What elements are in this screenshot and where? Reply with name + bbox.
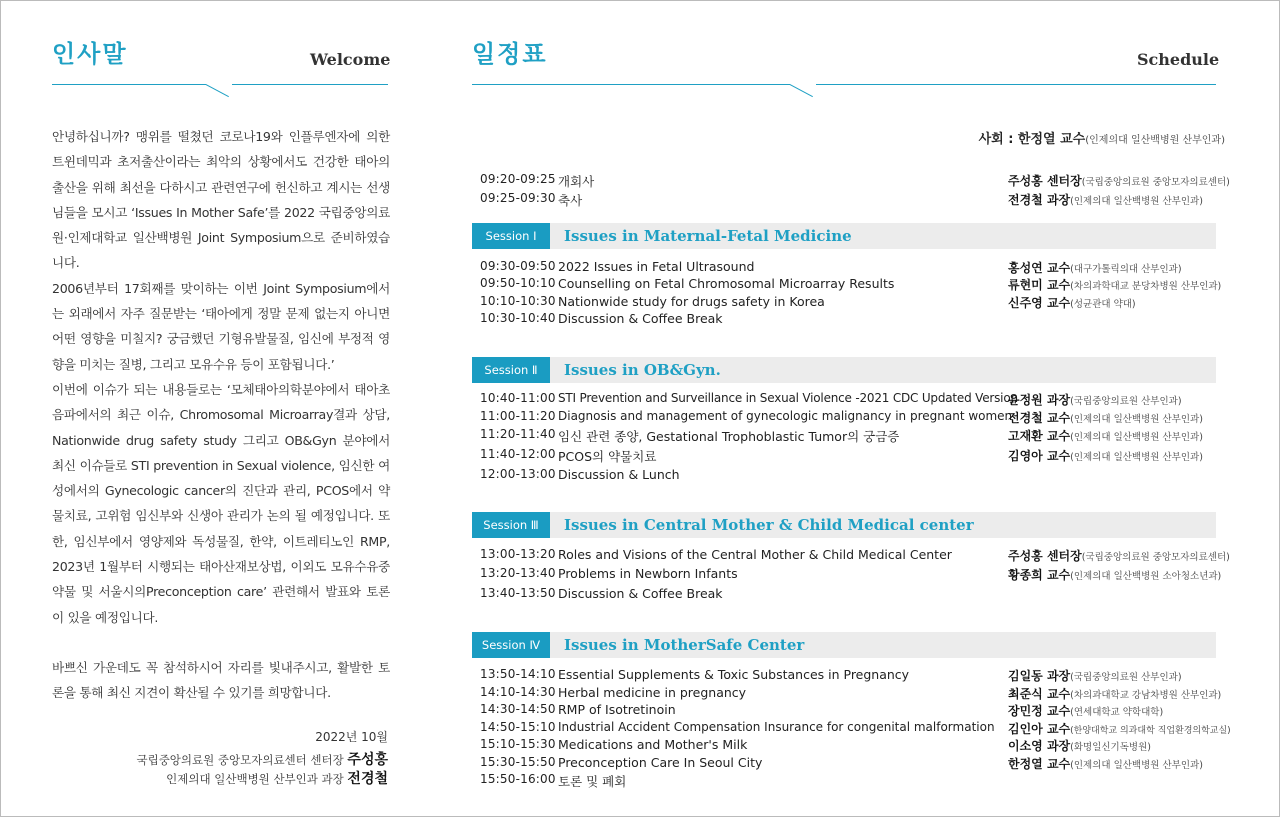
schedule-row [480, 702, 1216, 719]
row-title: 축사 [558, 193, 583, 208]
session-title: Issues in MotherSafe Center [564, 636, 805, 654]
signature-org: 국립중앙의료원 중앙모자의료센터 센터장 [136, 753, 344, 767]
schedule-row [480, 276, 1222, 293]
schedule-row [480, 737, 1216, 754]
speaker-affil: (인제의대 일산백병원 산부인과) [1070, 452, 1203, 463]
row-title: Problems in Newborn Infants [558, 566, 738, 581]
signature-name: 전경철 [347, 771, 388, 787]
row-time: 14:50-15:10 [480, 720, 556, 734]
row-title: 개회사 [558, 174, 595, 189]
schedule-row [480, 259, 1216, 276]
session-header [472, 357, 1216, 383]
moderator-affil: (인제의대 일산백병원 산부인과) [1085, 135, 1225, 146]
speaker-affil: (연세대학교 약학대학) [1070, 707, 1164, 718]
schedule-row [480, 667, 1216, 684]
schedule-row [480, 427, 1216, 444]
row-time: 10:40-11:00 [480, 391, 556, 405]
row-speaker [1008, 427, 1203, 444]
speaker-affil: (국립중앙의료원 산부인과) [1070, 672, 1182, 683]
speaker-name: 류현미 교수 [1008, 278, 1071, 292]
schedule-row [480, 447, 1216, 464]
row-speaker [1008, 409, 1203, 426]
row-time: 15:10-15:30 [480, 737, 556, 751]
row-title: Roles and Visions of the Central Mother & Child Medical Center [558, 547, 952, 562]
schedule-heading-kr: 일정표 [472, 40, 548, 68]
row-title: RMP of Isotretinoin [558, 702, 676, 717]
schedule-row [480, 586, 1216, 603]
speaker-affil: (대구가톨릭의대 산부인과) [1070, 264, 1182, 275]
session-header [472, 632, 1216, 658]
signature-org: 인제의대 일산백병원 산부인과 과장 [166, 772, 344, 786]
session-title: Issues in Maternal-Fetal Medicine [564, 227, 852, 245]
row-title: Counselling on Fetal Chromosomal Microarray Results [558, 276, 895, 291]
row-title: Discussion & Coffee Break [558, 311, 723, 326]
row-speaker [1008, 294, 1136, 311]
speaker-name: 전경철 교수 [1008, 411, 1071, 425]
schedule-row [480, 311, 1216, 328]
speaker-name: 김영아 교수 [1008, 449, 1071, 463]
session-title: Issues in OB&Gyn. [564, 361, 721, 379]
row-title: Essential Supplements & Toxic Substances in Pregnancy [558, 667, 910, 682]
schedule-rule-right [816, 84, 1216, 85]
row-time: 10:10-10:30 [480, 294, 556, 308]
schedule-row [480, 409, 1216, 426]
row-time: 12:00-13:00 [480, 467, 556, 481]
row-speaker [1008, 191, 1203, 208]
speaker-name: 황종희 교수 [1008, 568, 1071, 582]
row-time: 13:20-13:40 [480, 566, 556, 580]
row-time: 13:40-13:50 [480, 586, 556, 600]
welcome-paragraph: 2006년부터 17회째를 맞이하는 이번 Joint Symposium에서는 외래에서 자주 질문받는 ‘태아에게 정말 문제 없는지 아니면 어떤 영향을 미칠지? 궁금했던 기형유발물질, 임신에 부정적 영향을 미치는 질병, 그리고 모유수유 등이 포함됩니다.’ [52, 280, 390, 372]
speaker-name: 신주영 교수 [1008, 296, 1071, 310]
speaker-affil: (인제의대 일산백병원 산부인과) [1070, 432, 1203, 443]
row-speaker [1008, 755, 1203, 772]
row-speaker [1008, 547, 1230, 564]
speaker-affil: (차의과대학교 강남차병원 산부인과) [1070, 690, 1222, 701]
row-speaker [1008, 685, 1221, 702]
session-tag: Session Ⅰ [472, 223, 550, 249]
signature-line [166, 768, 388, 788]
speaker-name: 이소영 과장 [1008, 739, 1071, 753]
moderator-label: 사회 : 한정열 교수 [978, 132, 1086, 147]
row-title: Discussion & Coffee Break [558, 586, 723, 601]
row-title: Diagnosis and management of gynecologic malignancy in pregnant women [558, 409, 1013, 423]
row-title: Preconception Care In Seoul City [558, 755, 763, 770]
signature-line [136, 749, 388, 769]
session-header [472, 223, 1216, 249]
letter-date: 2022년 10월 [315, 730, 388, 744]
row-time: 09:30-09:50 [480, 259, 556, 273]
schedule-row [480, 547, 1230, 564]
schedule-row [480, 391, 1216, 408]
row-time: 11:40-12:00 [480, 447, 556, 461]
schedule-row [480, 772, 1216, 789]
row-time: 14:30-14:50 [480, 702, 556, 716]
speaker-affil: (한양대학교 의과대학 직업환경의학교실) [1070, 726, 1231, 736]
speaker-name: 최준식 교수 [1008, 687, 1071, 701]
row-speaker [1008, 391, 1182, 408]
schedule-row [480, 685, 1222, 702]
row-title: Nationwide study for drugs safety in Korea [558, 294, 825, 309]
row-time: 09:50-10:10 [480, 276, 556, 290]
speaker-affil: (인제의대 일산백병원 산부인과) [1070, 414, 1203, 425]
welcome-message [52, 124, 390, 706]
schedule-row [480, 755, 1216, 772]
row-time: 13:00-13:20 [480, 547, 556, 561]
session-tag: Session Ⅲ [472, 512, 550, 538]
row-time: 09:20-09:25 [480, 172, 556, 186]
speaker-name: 한정열 교수 [1008, 757, 1071, 771]
session-tag: Session Ⅳ [472, 632, 550, 658]
row-time: 09:25-09:30 [480, 191, 556, 205]
welcome-heading-en: Welcome [310, 50, 391, 69]
session-header [472, 512, 1216, 538]
welcome-paragraph: 바쁘신 가운데도 꼭 참석하시어 자리를 빛내주시고, 활발한 토론을 통해 최신 지견이 확산될 수 있기를 희망합니다. [52, 659, 390, 701]
speaker-name: 윤정원 과장 [1008, 393, 1071, 407]
row-speaker [1008, 276, 1221, 293]
speaker-name: 김일동 과장 [1008, 669, 1071, 683]
row-time: 13:50-14:10 [480, 667, 556, 681]
schedule-row [480, 172, 1230, 189]
schedule-row [480, 720, 1231, 737]
row-speaker [1008, 172, 1230, 189]
welcome-paragraph: 안녕하십니까? 맹위를 떨쳤던 코로나19와 인플루엔자에 의한 트윈데믹과 초저출산이라는 최악의 상황에서도 건강한 태아의 출산을 위해 최선을 다하시고 관련연구에 헌신하고 계시는 선생님들을 모시고 ‘Issues In Mother Safe’를 2022 국립중앙의료원·인제대학교 일산백병원 Joint Symposium으로 준비하였습니다. [52, 129, 390, 271]
session-tag: Session Ⅱ [472, 357, 550, 383]
speaker-name: 김인아 교수 [1008, 722, 1071, 736]
row-time: 11:00-11:20 [480, 409, 556, 423]
row-title: Industrial Accident Compensation Insurance for congenital malformation [558, 720, 995, 734]
speaker-affil: (국립중앙의료원 중앙모자의료센터) [1081, 552, 1230, 563]
row-title: Discussion & Lunch [558, 467, 680, 482]
schedule-rule-left [472, 84, 790, 85]
speaker-name: 전경철 과장 [1008, 193, 1071, 207]
speaker-affil: (인제의대 일산백병원 소아청소년과) [1070, 571, 1222, 582]
welcome-heading-kr: 인사말 [52, 40, 128, 68]
schedule-heading-en: Schedule [1137, 50, 1220, 69]
schedule-row [480, 467, 1216, 484]
row-speaker [1008, 720, 1231, 737]
speaker-name: 장민정 교수 [1008, 704, 1071, 718]
welcome-rule-right [232, 84, 388, 85]
speaker-affil: (국립중앙의료원 중앙모자의료센터) [1081, 177, 1230, 188]
row-title: 임신 관련 종양, Gestational Trophoblastic Tumor의 궁금증 [558, 429, 900, 444]
row-time: 10:30-10:40 [480, 311, 556, 325]
row-title: 2022 Issues in Fetal Ultrasound [558, 259, 755, 274]
row-time: 11:20-11:40 [480, 427, 556, 441]
speaker-affil: (인제의대 일산백병원 산부인과) [1070, 760, 1203, 771]
speaker-affil: (화명일신기독병원) [1070, 742, 1151, 753]
row-time: 15:30-15:50 [480, 755, 556, 769]
speaker-affil: (인제의대 일산백병원 산부인과) [1070, 196, 1203, 207]
session-title: Issues in Central Mother & Child Medical center [564, 516, 974, 534]
row-title: 토론 및 폐회 [558, 774, 627, 789]
signature-name: 주성홍 [347, 752, 388, 768]
row-title: Medications and Mother's Milk [558, 737, 748, 752]
row-time: 14:10-14:30 [480, 685, 556, 699]
schedule-row [480, 294, 1216, 311]
row-speaker [1008, 566, 1221, 583]
row-title: STI Prevention and Surveillance in Sexual Violence -2021 CDC Updated Version [558, 391, 1018, 405]
speaker-name: 주성홍 센터장 [1008, 549, 1082, 563]
row-title: Herbal medicine in pregnancy [558, 685, 747, 700]
row-speaker [1008, 737, 1151, 754]
speaker-name: 고재환 교수 [1008, 429, 1071, 443]
speaker-affil: (국립중앙의료원 산부인과) [1070, 396, 1182, 407]
speaker-name: 홍성연 교수 [1008, 261, 1071, 275]
schedule-row [480, 566, 1222, 583]
speaker-name: 주성홍 센터장 [1008, 174, 1082, 188]
welcome-paragraph: 이번에 이슈가 되는 내용들로는 ‘모체태아의학분야에서 태아초음파에서의 최근 이슈, Chromosomal Microarray결과 상담, Nationwide drug safety study 그리고 OB&Gyn 분야에서 최신 이슈들로 STI prevention in Sexual violence, 임신한 여성에서의 Gynecologic cancer의 진단과 관리, PCOS에서 약물치료, 고위험 임신부와 신생아 관리가 논의 될 예정입니다. 또한, 임신부에서 영양제와 독성물질, 한약, 이트레티노인 RMP, 2023년 1월부터 시행되는 태아산재보상법, 이외도 모유수유중 약물 및 서울시의Preconception care’ 관련해서 발표와 토론이 있을 예정입니다. [52, 381, 390, 625]
row-speaker [1008, 447, 1203, 464]
schedule-row [480, 191, 1216, 208]
row-speaker [1008, 259, 1182, 276]
speaker-affil: (성균관대 약대) [1070, 299, 1136, 310]
row-speaker [1008, 667, 1182, 684]
row-time: 15:50-16:00 [480, 772, 556, 786]
moderator [979, 128, 1225, 147]
row-title: PCOS의 약물치료 [558, 449, 657, 464]
welcome-rule-left [52, 84, 206, 85]
row-speaker [1008, 702, 1163, 719]
speaker-affil: (차의과학대교 분당차병원 산부인과) [1070, 281, 1222, 292]
